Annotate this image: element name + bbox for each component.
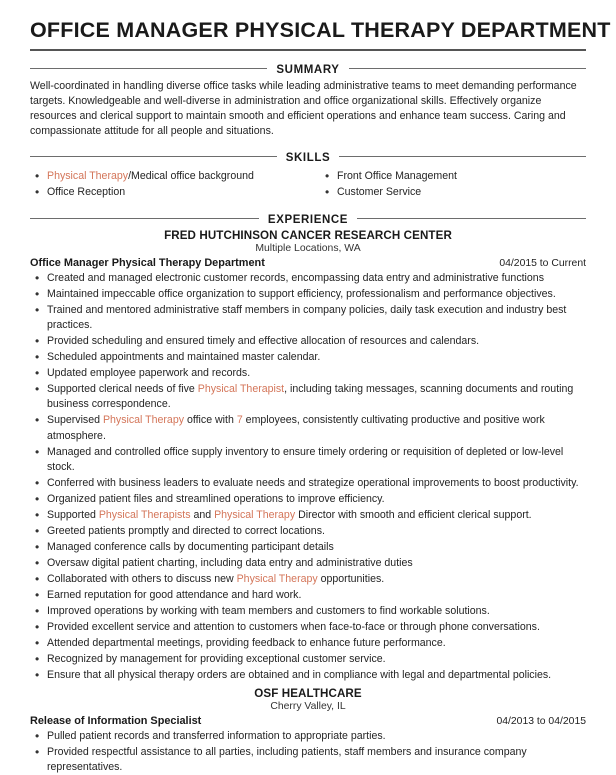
section-label-skills: SKILLS [277, 152, 340, 164]
job-title: Release of Information Specialist [30, 715, 202, 727]
list-item: • Supervised Physical Therapy office with 7 employees, consistently cultivating productive and positive work atmosphere. [30, 413, 586, 443]
list-item: • Pulled patient records and transferred information to appropriate parties. [30, 729, 586, 744]
list-item: • Attended departmental meetings, providing feedback to enhance future performance. [30, 636, 586, 651]
list-item: • Created and managed electronic customer records, encompassing data entry and administrative functions [30, 271, 586, 286]
job-bullet-list [30, 729, 586, 775]
employer-name: OSF HEALTHCARE [254, 687, 362, 700]
list-item: • Organized patient files and streamlined operations to improve efficiency. [30, 492, 586, 507]
experience-entry [30, 229, 586, 683]
section-label-summary: SUMMARY [267, 64, 348, 76]
job-dates: 04/2013 to 04/2015 [496, 716, 586, 727]
section-header-summary [30, 60, 586, 75]
list-item: • Updated employee paperwork and records. [30, 366, 586, 381]
job-bullet-list [30, 271, 586, 683]
page-title: OFFICE MANAGER PHYSICAL THERAPY DEPARTMENT [30, 18, 586, 51]
list-item: • Collaborated with others to discuss new Physical Therapy opportunities. [30, 572, 586, 587]
job-dates: 04/2015 to Current [499, 258, 586, 270]
list-item: • Front Office Management [320, 169, 586, 184]
experience-list [30, 229, 586, 775]
list-item: • Managed and controlled office supply inventory to ensure timely ordering or requisition of depleted or low-level stock. [30, 445, 586, 475]
list-item: • Physical Therapy/Medical office background [30, 169, 308, 184]
skills-list-left [30, 169, 308, 200]
list-item: • Office Reception [30, 185, 308, 200]
job-title: Office Manager Physical Therapy Department [30, 257, 265, 270]
list-item: • Improved operations by working with team members and customers to find workable solutions. [30, 604, 586, 619]
section-label-experience: EXPERIENCE [259, 214, 357, 226]
list-item: • Oversaw digital patient charting, including data entry and administrative duties [30, 556, 586, 571]
accent-keyword: Physical Therapists [98, 508, 191, 521]
list-item: • Greeted patients promptly and directed to correct locations. [30, 524, 586, 539]
employer-location: Multiple Locations, WA [255, 243, 361, 255]
list-item: • Customer Service [320, 185, 586, 200]
list-item: • Trained and mentored administrative staff members in company policies, daily task execution and industry best practices. [30, 303, 586, 333]
list-item: • Supported Physical Therapists and Physical Therapy Director with smooth and efficient clerical support. [30, 508, 586, 523]
list-item: • Earned reputation for good attendance and hard work. [30, 588, 586, 603]
list-item: • Scheduled appointments and maintained master calendar. [30, 350, 586, 365]
section-header-skills [30, 148, 586, 163]
employer-name: FRED HUTCHINSON CANCER RESEARCH CENTER [164, 229, 452, 243]
list-item: • Managed conference calls by documenting participant details [30, 540, 586, 555]
accent-keyword: Physical Therapy [236, 572, 318, 585]
accent-keyword: Physical Therapy [102, 414, 185, 427]
skills-column-right [308, 167, 586, 201]
list-item: • Provided scheduling and ensured timely and effective allocation of resources and calendars. [30, 334, 586, 349]
list-item: • Provided excellent service and attention to customers when face-to-face or through phone conversations. [30, 620, 586, 635]
experience-entry [30, 687, 586, 775]
skills-column-left [30, 167, 308, 201]
list-item: • Supported clerical needs of five Physical Therapist, including taking messages, scanning documents and routing business correspondence. [30, 382, 586, 412]
accent-keyword: Physical Therapist [197, 383, 285, 396]
list-item: • Maintained impeccable office organization to support efficiency, professionalism and performance objectives. [30, 287, 586, 302]
accent-keyword: 7 [236, 414, 243, 427]
job-title-row [30, 257, 586, 269]
section-header-experience [30, 210, 586, 225]
accent-keyword: Physical Therapy [47, 170, 129, 183]
list-item: • Recognized by management for providing exceptional customer service. [30, 652, 586, 667]
list-item: • Ensure that all physical therapy orders are obtained and in compliance with legal and departmental policies. [30, 668, 586, 683]
list-item: • Provided respectful assistance to all parties, including patients, staff members and insurance company representatives. [30, 745, 586, 775]
skills-columns [30, 167, 586, 201]
employer-location: Cherry Valley, IL [270, 701, 346, 712]
summary-text: Well-coordinated in handling diverse office tasks while leading administrative teams to meet demanding performance targets. Knowledgeable and well-diverse in administration and office organizational skills. Effectively organize resources and clerical support to maintain smooth and efficient operations and enhance team success. Caring and compassionate attitude for all people and situations. [30, 80, 577, 138]
skills-list-right [320, 169, 586, 200]
list-item: • Conferred with business leaders to evaluate needs and strategize operational improvements to boost productivity. [30, 476, 586, 491]
job-title-row [30, 715, 586, 727]
accent-keyword: Physical Therapy [214, 508, 296, 521]
